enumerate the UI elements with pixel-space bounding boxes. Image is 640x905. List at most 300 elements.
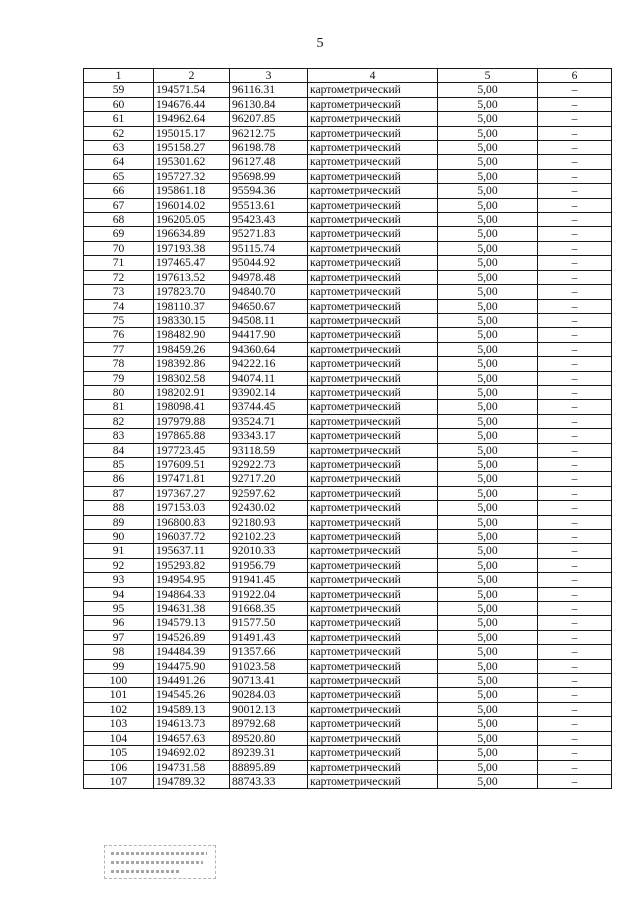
method-cell: картометрический [308, 702, 438, 716]
point-number-cell: 81 [84, 400, 154, 414]
table-row [84, 126, 612, 140]
method-cell: картометрический [308, 198, 438, 212]
x-coordinate-cell: 195727.32 [154, 169, 230, 183]
table-row [84, 227, 612, 241]
column-header-4: 4 [308, 69, 438, 83]
note-cell: – [538, 357, 612, 371]
note-cell: – [538, 97, 612, 111]
accuracy-cell: 5,00 [438, 760, 538, 774]
coordinates-table [83, 68, 612, 789]
y-coordinate-cell: 91956.79 [230, 558, 308, 572]
point-number-cell: 59 [84, 83, 154, 97]
note-cell: – [538, 602, 612, 616]
y-coordinate-cell: 92922.73 [230, 457, 308, 471]
accuracy-cell: 5,00 [438, 486, 538, 500]
table-row [84, 270, 612, 284]
note-cell: – [538, 573, 612, 587]
y-coordinate-cell: 91922.04 [230, 587, 308, 601]
point-number-cell: 68 [84, 213, 154, 227]
accuracy-cell: 5,00 [438, 515, 538, 529]
table-row [84, 746, 612, 760]
table-row [84, 602, 612, 616]
x-coordinate-cell: 198202.91 [154, 385, 230, 399]
method-cell: картометрический [308, 371, 438, 385]
x-coordinate-cell: 194484.39 [154, 645, 230, 659]
method-cell: картометрический [308, 342, 438, 356]
method-cell: картометрический [308, 429, 438, 443]
x-coordinate-cell: 197613.52 [154, 270, 230, 284]
y-coordinate-cell: 92010.33 [230, 544, 308, 558]
y-coordinate-cell: 96198.78 [230, 141, 308, 155]
y-coordinate-cell: 92717.20 [230, 472, 308, 486]
y-coordinate-cell: 93118.59 [230, 443, 308, 457]
accuracy-cell: 5,00 [438, 155, 538, 169]
x-coordinate-cell: 194491.26 [154, 674, 230, 688]
y-coordinate-cell: 96212.75 [230, 126, 308, 140]
method-cell: картометрический [308, 184, 438, 198]
y-coordinate-cell: 88895.89 [230, 760, 308, 774]
accuracy-cell: 5,00 [438, 746, 538, 760]
note-cell: – [538, 184, 612, 198]
accuracy-cell: 5,00 [438, 602, 538, 616]
accuracy-cell: 5,00 [438, 141, 538, 155]
y-coordinate-cell: 90284.03 [230, 688, 308, 702]
method-cell: картометрический [308, 616, 438, 630]
table-row [84, 616, 612, 630]
point-number-cell: 78 [84, 357, 154, 371]
point-number-cell: 101 [84, 688, 154, 702]
table-row [84, 674, 612, 688]
method-cell: картометрический [308, 385, 438, 399]
accuracy-cell: 5,00 [438, 342, 538, 356]
method-cell: картометрический [308, 486, 438, 500]
point-number-cell: 90 [84, 530, 154, 544]
note-cell: – [538, 515, 612, 529]
table-row [84, 141, 612, 155]
point-number-cell: 77 [84, 342, 154, 356]
point-number-cell: 98 [84, 645, 154, 659]
y-coordinate-cell: 94074.11 [230, 371, 308, 385]
method-cell: картометрический [308, 357, 438, 371]
point-number-cell: 100 [84, 674, 154, 688]
x-coordinate-cell: 194962.64 [154, 112, 230, 126]
note-cell: – [538, 645, 612, 659]
note-cell: – [538, 544, 612, 558]
accuracy-cell: 5,00 [438, 429, 538, 443]
note-cell: – [538, 371, 612, 385]
method-cell: картометрический [308, 126, 438, 140]
table-row [84, 213, 612, 227]
point-number-cell: 95 [84, 602, 154, 616]
x-coordinate-cell: 198482.90 [154, 328, 230, 342]
accuracy-cell: 5,00 [438, 414, 538, 428]
point-number-cell: 105 [84, 746, 154, 760]
accuracy-cell: 5,00 [438, 256, 538, 270]
point-number-cell: 102 [84, 702, 154, 716]
note-cell: – [538, 457, 612, 471]
accuracy-cell: 5,00 [438, 357, 538, 371]
note-cell: – [538, 400, 612, 414]
y-coordinate-cell: 93902.14 [230, 385, 308, 399]
accuracy-cell: 5,00 [438, 472, 538, 486]
y-coordinate-cell: 92180.93 [230, 515, 308, 529]
y-coordinate-cell: 92597.62 [230, 486, 308, 500]
x-coordinate-cell: 196014.02 [154, 198, 230, 212]
table-row [84, 760, 612, 774]
y-coordinate-cell: 90012.13 [230, 702, 308, 716]
table-row [84, 285, 612, 299]
x-coordinate-cell: 194692.02 [154, 746, 230, 760]
note-cell: – [538, 501, 612, 515]
method-cell: картометрический [308, 544, 438, 558]
table-row [84, 299, 612, 313]
table-row [84, 169, 612, 183]
accuracy-cell: 5,00 [438, 371, 538, 385]
note-cell: – [538, 731, 612, 745]
accuracy-cell: 5,00 [438, 573, 538, 587]
x-coordinate-cell: 197465.47 [154, 256, 230, 270]
point-number-cell: 97 [84, 630, 154, 644]
x-coordinate-cell: 197193.38 [154, 241, 230, 255]
point-number-cell: 82 [84, 414, 154, 428]
note-cell: – [538, 774, 612, 788]
table-row [84, 313, 612, 327]
method-cell: картометрический [308, 256, 438, 270]
x-coordinate-cell: 195293.82 [154, 558, 230, 572]
x-coordinate-cell: 195637.11 [154, 544, 230, 558]
accuracy-cell: 5,00 [438, 213, 538, 227]
method-cell: картометрический [308, 313, 438, 327]
y-coordinate-cell: 91668.35 [230, 602, 308, 616]
x-coordinate-cell: 194631.38 [154, 602, 230, 616]
point-number-cell: 60 [84, 97, 154, 111]
y-coordinate-cell: 89520.80 [230, 731, 308, 745]
note-cell: – [538, 472, 612, 486]
point-number-cell: 92 [84, 558, 154, 572]
note-cell: – [538, 443, 612, 457]
y-coordinate-cell: 92102.23 [230, 530, 308, 544]
x-coordinate-cell: 194954.95 [154, 573, 230, 587]
column-header-2: 2 [154, 69, 230, 83]
note-cell: – [538, 112, 612, 126]
note-cell: – [538, 746, 612, 760]
method-cell: картометрический [308, 457, 438, 471]
x-coordinate-cell: 196205.05 [154, 213, 230, 227]
method-cell: картометрический [308, 746, 438, 760]
accuracy-cell: 5,00 [438, 774, 538, 788]
accuracy-cell: 5,00 [438, 457, 538, 471]
x-coordinate-cell: 198330.15 [154, 313, 230, 327]
note-cell: – [538, 717, 612, 731]
point-number-cell: 107 [84, 774, 154, 788]
x-coordinate-cell: 195861.18 [154, 184, 230, 198]
accuracy-cell: 5,00 [438, 558, 538, 572]
accuracy-cell: 5,00 [438, 83, 538, 97]
note-cell: – [538, 155, 612, 169]
accuracy-cell: 5,00 [438, 285, 538, 299]
table-row [84, 443, 612, 457]
method-cell: картометрический [308, 213, 438, 227]
table-row [84, 688, 612, 702]
table-row [84, 731, 612, 745]
x-coordinate-cell: 197471.81 [154, 472, 230, 486]
method-cell: картометрический [308, 731, 438, 745]
table-row [84, 342, 612, 356]
accuracy-cell: 5,00 [438, 184, 538, 198]
point-number-cell: 74 [84, 299, 154, 313]
note-cell: – [538, 587, 612, 601]
y-coordinate-cell: 96130.84 [230, 97, 308, 111]
point-number-cell: 83 [84, 429, 154, 443]
table-row [84, 544, 612, 558]
accuracy-cell: 5,00 [438, 674, 538, 688]
y-coordinate-cell: 94417.90 [230, 328, 308, 342]
note-cell: – [538, 659, 612, 673]
table-row [84, 530, 612, 544]
x-coordinate-cell: 197979.88 [154, 414, 230, 428]
x-coordinate-cell: 197865.88 [154, 429, 230, 443]
x-coordinate-cell: 198459.26 [154, 342, 230, 356]
accuracy-cell: 5,00 [438, 688, 538, 702]
method-cell: картометрический [308, 587, 438, 601]
y-coordinate-cell: 91577.50 [230, 616, 308, 630]
stamp-mark [104, 845, 216, 879]
table-row [84, 385, 612, 399]
x-coordinate-cell: 198392.86 [154, 357, 230, 371]
point-number-cell: 66 [84, 184, 154, 198]
y-coordinate-cell: 93343.17 [230, 429, 308, 443]
y-coordinate-cell: 95594.36 [230, 184, 308, 198]
table-row [84, 457, 612, 471]
column-header-1: 1 [84, 69, 154, 83]
table-row [84, 486, 612, 500]
y-coordinate-cell: 92430.02 [230, 501, 308, 515]
table-row [84, 702, 612, 716]
method-cell: картометрический [308, 645, 438, 659]
table-row [84, 241, 612, 255]
x-coordinate-cell: 194589.13 [154, 702, 230, 716]
table-body [84, 83, 612, 789]
x-coordinate-cell: 197823.70 [154, 285, 230, 299]
accuracy-cell: 5,00 [438, 587, 538, 601]
point-number-cell: 72 [84, 270, 154, 284]
point-number-cell: 96 [84, 616, 154, 630]
table-row [84, 97, 612, 111]
accuracy-cell: 5,00 [438, 501, 538, 515]
note-cell: – [538, 688, 612, 702]
column-header-6: 6 [538, 69, 612, 83]
y-coordinate-cell: 91357.66 [230, 645, 308, 659]
method-cell: картометрический [308, 141, 438, 155]
y-coordinate-cell: 91941.45 [230, 573, 308, 587]
point-number-cell: 62 [84, 126, 154, 140]
x-coordinate-cell: 194731.58 [154, 760, 230, 774]
point-number-cell: 99 [84, 659, 154, 673]
x-coordinate-cell: 194571.54 [154, 83, 230, 97]
method-cell: картометрический [308, 573, 438, 587]
method-cell: картометрический [308, 241, 438, 255]
note-cell: – [538, 256, 612, 270]
method-cell: картометрический [308, 270, 438, 284]
y-coordinate-cell: 94650.67 [230, 299, 308, 313]
table-row [84, 472, 612, 486]
accuracy-cell: 5,00 [438, 241, 538, 255]
method-cell: картометрический [308, 501, 438, 515]
table-row [84, 155, 612, 169]
method-cell: картометрический [308, 227, 438, 241]
accuracy-cell: 5,00 [438, 313, 538, 327]
table-row [84, 112, 612, 126]
point-number-cell: 103 [84, 717, 154, 731]
table-row [84, 198, 612, 212]
x-coordinate-cell: 198098.41 [154, 400, 230, 414]
method-cell: картометрический [308, 688, 438, 702]
x-coordinate-cell: 195015.17 [154, 126, 230, 140]
y-coordinate-cell: 91023.58 [230, 659, 308, 673]
accuracy-cell: 5,00 [438, 616, 538, 630]
point-number-cell: 76 [84, 328, 154, 342]
method-cell: картометрический [308, 155, 438, 169]
table-row [84, 414, 612, 428]
table-row [84, 256, 612, 270]
note-cell: – [538, 227, 612, 241]
accuracy-cell: 5,00 [438, 530, 538, 544]
point-number-cell: 89 [84, 515, 154, 529]
table-row [84, 573, 612, 587]
method-cell: картометрический [308, 717, 438, 731]
accuracy-cell: 5,00 [438, 270, 538, 284]
y-coordinate-cell: 94978.48 [230, 270, 308, 284]
accuracy-cell: 5,00 [438, 97, 538, 111]
table-row [84, 645, 612, 659]
x-coordinate-cell: 198110.37 [154, 299, 230, 313]
table-row [84, 587, 612, 601]
note-cell: – [538, 328, 612, 342]
note-cell: – [538, 213, 612, 227]
header-row [84, 69, 612, 83]
method-cell: картометрический [308, 602, 438, 616]
y-coordinate-cell: 95423.43 [230, 213, 308, 227]
table-row [84, 357, 612, 371]
y-coordinate-cell: 95271.83 [230, 227, 308, 241]
y-coordinate-cell: 88743.33 [230, 774, 308, 788]
method-cell: картометрический [308, 443, 438, 457]
accuracy-cell: 5,00 [438, 328, 538, 342]
note-cell: – [538, 169, 612, 183]
x-coordinate-cell: 194789.32 [154, 774, 230, 788]
point-number-cell: 85 [84, 457, 154, 471]
note-cell: – [538, 285, 612, 299]
x-coordinate-cell: 194579.13 [154, 616, 230, 630]
y-coordinate-cell: 94222.16 [230, 357, 308, 371]
accuracy-cell: 5,00 [438, 717, 538, 731]
table-row [84, 328, 612, 342]
note-cell: – [538, 342, 612, 356]
point-number-cell: 65 [84, 169, 154, 183]
y-coordinate-cell: 94360.64 [230, 342, 308, 356]
method-cell: картометрический [308, 630, 438, 644]
y-coordinate-cell: 96127.48 [230, 155, 308, 169]
accuracy-cell: 5,00 [438, 385, 538, 399]
x-coordinate-cell: 194613.73 [154, 717, 230, 731]
point-number-cell: 80 [84, 385, 154, 399]
note-cell: – [538, 414, 612, 428]
column-header-3: 3 [230, 69, 308, 83]
accuracy-cell: 5,00 [438, 126, 538, 140]
table-row [84, 501, 612, 515]
point-number-cell: 69 [84, 227, 154, 241]
accuracy-cell: 5,00 [438, 659, 538, 673]
method-cell: картометрический [308, 112, 438, 126]
x-coordinate-cell: 197723.45 [154, 443, 230, 457]
accuracy-cell: 5,00 [438, 299, 538, 313]
note-cell: – [538, 270, 612, 284]
point-number-cell: 71 [84, 256, 154, 270]
x-coordinate-cell: 195301.62 [154, 155, 230, 169]
column-header-5: 5 [438, 69, 538, 83]
point-number-cell: 84 [84, 443, 154, 457]
method-cell: картометрический [308, 659, 438, 673]
method-cell: картометрический [308, 674, 438, 688]
table-header [84, 69, 612, 83]
x-coordinate-cell: 197367.27 [154, 486, 230, 500]
method-cell: картометрический [308, 530, 438, 544]
method-cell: картометрический [308, 414, 438, 428]
point-number-cell: 75 [84, 313, 154, 327]
note-cell: – [538, 486, 612, 500]
accuracy-cell: 5,00 [438, 198, 538, 212]
point-number-cell: 106 [84, 760, 154, 774]
y-coordinate-cell: 91491.43 [230, 630, 308, 644]
table-row [84, 774, 612, 788]
x-coordinate-cell: 195158.27 [154, 141, 230, 155]
accuracy-cell: 5,00 [438, 702, 538, 716]
y-coordinate-cell: 94840.70 [230, 285, 308, 299]
point-number-cell: 79 [84, 371, 154, 385]
page-number: 5 [316, 36, 324, 51]
y-coordinate-cell: 96207.85 [230, 112, 308, 126]
x-coordinate-cell: 194864.33 [154, 587, 230, 601]
y-coordinate-cell: 95115.74 [230, 241, 308, 255]
note-cell: – [538, 241, 612, 255]
x-coordinate-cell: 197609.51 [154, 457, 230, 471]
note-cell: – [538, 558, 612, 572]
table-row [84, 83, 612, 97]
note-cell: – [538, 83, 612, 97]
note-cell: – [538, 141, 612, 155]
table-row [84, 184, 612, 198]
y-coordinate-cell: 89239.31 [230, 746, 308, 760]
accuracy-cell: 5,00 [438, 169, 538, 183]
method-cell: картометрический [308, 774, 438, 788]
note-cell: – [538, 385, 612, 399]
note-cell: – [538, 760, 612, 774]
accuracy-cell: 5,00 [438, 443, 538, 457]
note-cell: – [538, 530, 612, 544]
accuracy-cell: 5,00 [438, 112, 538, 126]
method-cell: картометрический [308, 760, 438, 774]
table-row [84, 429, 612, 443]
method-cell: картометрический [308, 97, 438, 111]
accuracy-cell: 5,00 [438, 544, 538, 558]
y-coordinate-cell: 95044.92 [230, 256, 308, 270]
point-number-cell: 67 [84, 198, 154, 212]
x-coordinate-cell: 194657.63 [154, 731, 230, 745]
accuracy-cell: 5,00 [438, 400, 538, 414]
y-coordinate-cell: 95698.99 [230, 169, 308, 183]
y-coordinate-cell: 93524.71 [230, 414, 308, 428]
x-coordinate-cell: 196037.72 [154, 530, 230, 544]
